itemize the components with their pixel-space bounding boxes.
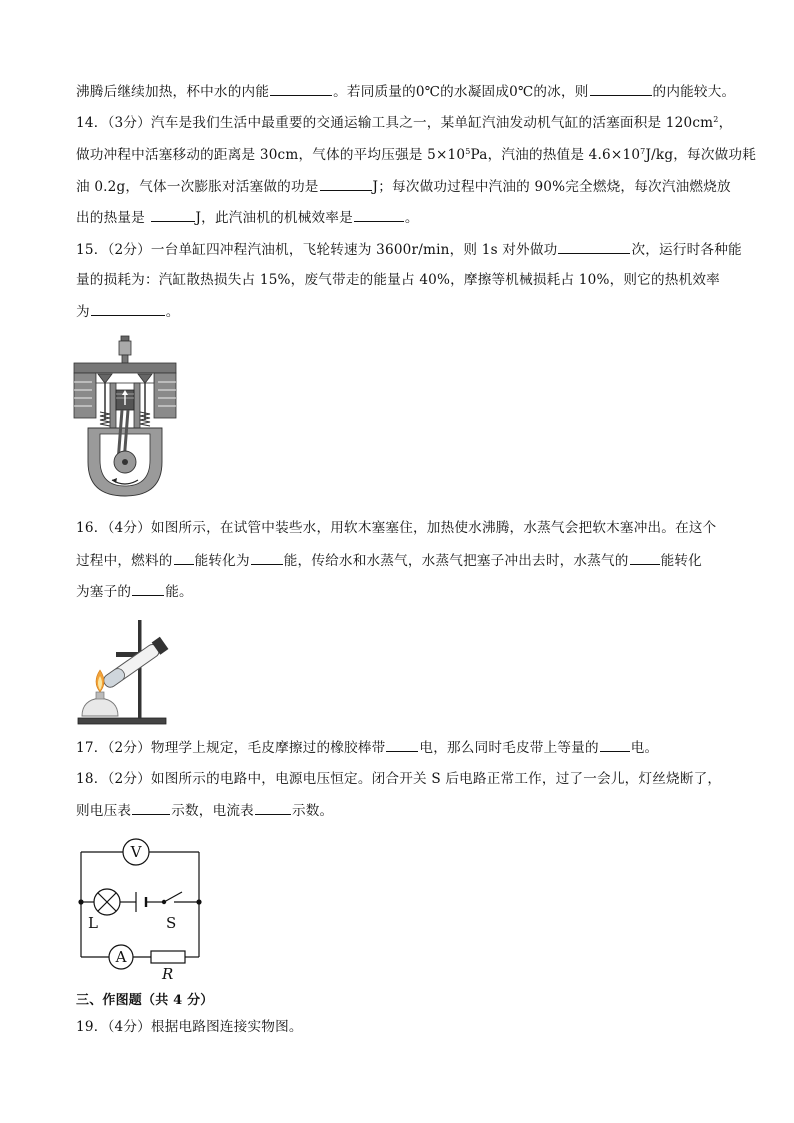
answer-blank[interactable] bbox=[590, 82, 652, 96]
q15-line-1 bbox=[76, 240, 742, 259]
answer-blank[interactable] bbox=[600, 738, 630, 752]
q18-text: 18．（2分）如图所示的电路中，电源电压恒定。闭合开关 S 后电路正常工作，过了一会儿，灯丝烧断了， bbox=[76, 771, 722, 787]
q16-text: 能。 bbox=[165, 584, 193, 600]
q16-text: 能转化 bbox=[660, 553, 702, 569]
q15-text: 为 bbox=[76, 304, 90, 320]
switch-icon bbox=[164, 892, 182, 902]
circuit-diagram bbox=[74, 836, 214, 984]
q14-text: J，此汽油机的机械效率是 bbox=[195, 210, 353, 226]
q16-text: 为塞子的 bbox=[76, 584, 132, 600]
test-tube-diagram bbox=[76, 612, 186, 728]
q16-text: 能，传给水和水蒸气，水蒸气把塞子冲出去时，水蒸气的 bbox=[283, 553, 629, 569]
q18-text: 示数，电流表 bbox=[171, 803, 254, 819]
answer-blank[interactable] bbox=[151, 208, 195, 222]
q16-line-1 bbox=[76, 519, 716, 537]
q16-text: 过程中，燃料的 bbox=[76, 553, 173, 569]
q13-text-a: 沸腾后继续加热，杯中水的内能 bbox=[76, 84, 270, 100]
q14-text: 出的热量是 bbox=[76, 210, 150, 226]
answer-blank[interactable] bbox=[132, 801, 170, 815]
section-title: 三、作图题（共 4 分） bbox=[76, 993, 214, 1008]
q14-line-1 bbox=[76, 114, 732, 132]
answer-blank[interactable] bbox=[91, 302, 165, 316]
resistor-icon bbox=[151, 951, 185, 963]
q14-line-4 bbox=[76, 208, 419, 227]
q14-text: J；每次做功过程中汽油的 90%完全燃烧，每次汽油燃烧放 bbox=[372, 179, 731, 195]
q18-text: 示数。 bbox=[291, 803, 334, 819]
q14-text: Pa，汽油的热值是 4.6×10 bbox=[470, 147, 641, 163]
q14-line-3 bbox=[76, 177, 731, 196]
q14-text: J/kg，每次做功耗 bbox=[645, 147, 756, 163]
q14-line-2 bbox=[76, 146, 756, 164]
q13-line bbox=[76, 82, 735, 101]
q16-text: 能转化为 bbox=[194, 553, 250, 569]
q14-text: 油 0.2g，气体一次膨胀对活塞做的功是 bbox=[76, 179, 319, 195]
q14-text: ， bbox=[718, 115, 733, 131]
q15-text: 。 bbox=[165, 304, 180, 320]
q15-text: 量的损耗为：汽缸散热损失占 15%，废气带走的能量占 40%，摩擦等机械损耗占 10%，则它的热机效率 bbox=[76, 272, 720, 288]
answer-blank[interactable] bbox=[270, 82, 332, 96]
answer-blank[interactable] bbox=[320, 177, 372, 191]
engine-diagram bbox=[72, 334, 178, 502]
q16-line-2 bbox=[76, 551, 702, 570]
resistor-label: R bbox=[162, 965, 174, 983]
answer-blank[interactable] bbox=[174, 551, 194, 565]
q17-text: 电，那么同时毛皮带上等量的 bbox=[419, 740, 599, 756]
switch-label: S bbox=[166, 914, 177, 932]
ammeter-label: A bbox=[115, 948, 127, 966]
q18-text: 则电压表 bbox=[76, 803, 132, 819]
q14-text: 做功冲程中活塞移动的距离是 30cm，气体的平均压强是 5×10 bbox=[76, 147, 466, 163]
q15-line-2 bbox=[76, 271, 720, 289]
answer-blank[interactable] bbox=[251, 551, 283, 565]
q14-text: 。 bbox=[404, 210, 419, 226]
answer-blank[interactable] bbox=[132, 582, 164, 596]
q17-line bbox=[76, 738, 658, 757]
q13-text-b: 。若同质量的0℃的水凝固成0℃的冰，则 bbox=[333, 84, 589, 100]
answer-blank[interactable] bbox=[255, 801, 291, 815]
q17-text: 17．（2分）物理学上规定，毛皮摩擦过的橡胶棒带 bbox=[76, 740, 386, 756]
superscript: 5 bbox=[465, 147, 471, 156]
q16-line-3 bbox=[76, 582, 193, 601]
q18-line-2 bbox=[76, 801, 333, 820]
answer-blank[interactable] bbox=[386, 738, 418, 752]
q14-text: 14．（3分）汽车是我们生活中最重要的交通运输工具之一，某单缸汽油发动机气缸的活塞面积是 120cm bbox=[76, 115, 714, 131]
superscript: 7 bbox=[640, 147, 646, 156]
q17-text: 电。 bbox=[630, 740, 659, 756]
superscript: 2 bbox=[713, 115, 719, 124]
q13-text-c: 的内能较大。 bbox=[652, 84, 736, 100]
q15-line-3 bbox=[76, 302, 180, 321]
answer-blank[interactable] bbox=[354, 208, 404, 222]
lamp-label: L bbox=[88, 914, 98, 932]
q19-line bbox=[76, 1018, 303, 1036]
answer-blank[interactable] bbox=[558, 240, 630, 254]
q19-text: 19．（4分）根据电路图连接实物图。 bbox=[76, 1019, 303, 1035]
q16-text: 16．（4分）如图所示，在试管中装些水，用软木塞塞住，加热使水沸腾，水蒸气会把软木塞冲出。在这个 bbox=[76, 520, 717, 536]
q18-line-1 bbox=[76, 770, 721, 788]
section-heading bbox=[76, 992, 214, 1010]
voltmeter-label: V bbox=[130, 843, 142, 861]
answer-blank[interactable] bbox=[630, 551, 660, 565]
q15-text: 15．（2分）一台单缸四冲程汽油机，飞轮转速为 3600r/min，则 1s 对外做功 bbox=[76, 242, 558, 258]
q15-text: 次，运行时各种能 bbox=[631, 242, 742, 258]
